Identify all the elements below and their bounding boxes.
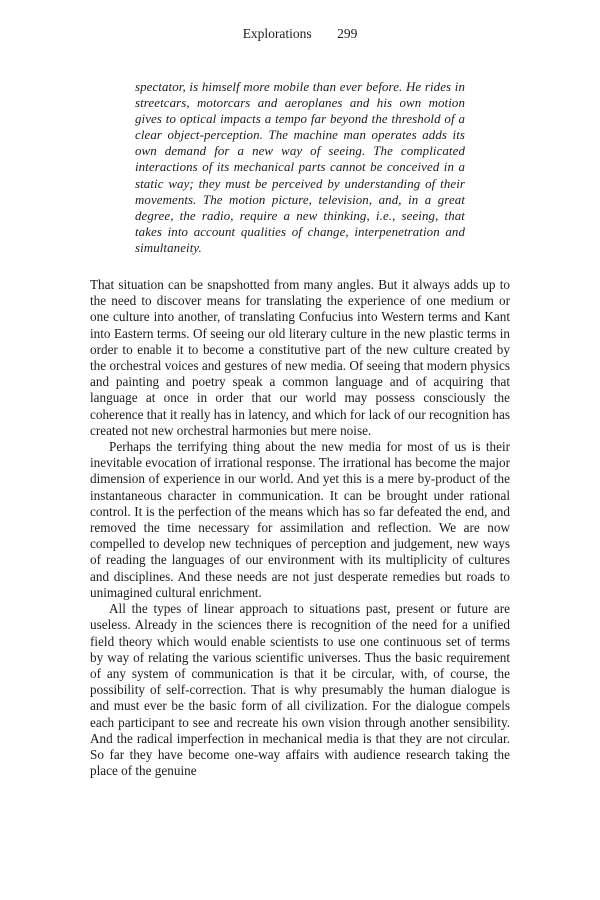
running-head-title: Explorations — [242, 26, 312, 41]
paragraph: All the types of linear approach to situations past, present or future are useless. Already in the sciences there is recognition of the need for a unified field theory which would enable scientists to use one continuous set of terms by way of relating the various scientific universes. Thus the basic requirement of any system of communication is that it be circular, with, of course, the possibility of self-correction. That is why presumably the human dialogue is and must ever be the basic form of all civilization. For the dialogue compels each participant to see and recreate his own vision through another sensibility. And the radical imperfection in mechanical media is that they are not circular. So far they have become one-way affairs with audience research taking the place of the genuine — [90, 601, 510, 779]
running-head — [0, 0, 600, 42]
body-text — [90, 277, 510, 779]
paragraph: That situation can be snapshotted from many angles. But it always adds up to the need to discover means for translating the experience of one medium or one culture into another, of translating Confucius into Western terms and Kant into Eastern terms. Of seeing our old literary culture in the new plastic terms in order to enable it to become a constitutive part of the new culture created by the orchestral voices and gestures of new media. Of seeing that modern physics and painting and poetry speak a common language and of acquiring that language at once in order that our world may possess consciously the coherence that it really has in latency, and which for lack of our recognition has created not new orchestral harmonies but mere noise. — [90, 277, 510, 438]
paragraph: Perhaps the terrifying thing about the new media for most of us is their inevitable evocation of irrational response. The irrational has become the major dimension of experience in our world. And yet this is a mere by-product of the instantaneous character in communication. It can be brought under rational control. It is the perfection of the means which has so far defeated the end, and removed the time necessary for assimilation and reflection. We are now compelled to develop new techniques of perception and judgement, new ways of reading the languages of our environment with its multiplicity of cultures and disciplines. And these needs are not just desperate remedies but roads to unimagined cultural enrichment. — [90, 439, 510, 600]
page-number: 299 — [337, 26, 358, 41]
block-quotation: spectator, is himself more mobile than ever before. He rides in streetcars, motorcars and aeroplanes and his own motion gives to optical impacts a tempo far beyond the threshold of a clear object-perception. The machine man operates adds its own demand for a new way of seeing. The complicated interactions of its mechanical parts cannot be conceived in a static way; they must be perceived by understanding of their movements. The motion picture, television, and, in a great degree, the radio, require a new thinking, i.e., seeing, that takes into account qualities of change, interpenetration and simultaneity. — [135, 80, 465, 255]
